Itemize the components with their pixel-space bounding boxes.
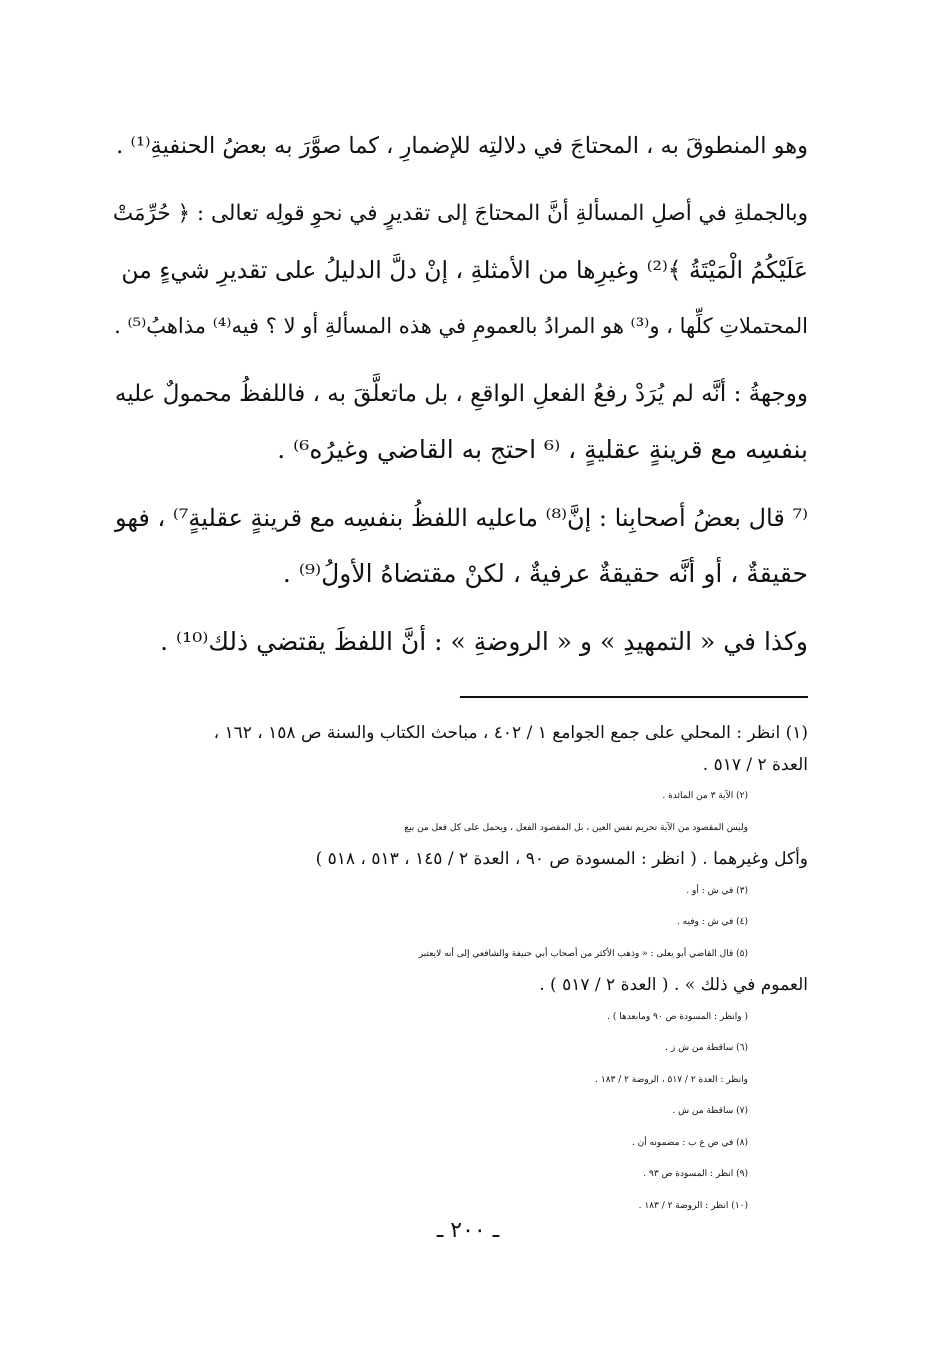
paragraph-line: بنفسِه مع قرينةٍ عقليةٍ ، ⁽⁶ احتج به القاضي وغيرُه⁶⁾ . [277,435,808,464]
footnote-line: (٤) في ش : وفيه . [676,917,748,927]
footnote-line: (٥) قال القاضي أبو يعلى : « وذهب الأكثر من أصحاب أبي حنيفة والشافعي إلى أنه لايعتبر [418,948,748,959]
footnote-line: العموم في ذلك » . ( العدة ٢ / ٥١٧ ) . [539,975,808,995]
paragraph-5 [108,614,808,670]
page-number: ـ ٢٠٠ ـ [436,1218,500,1243]
footnote-line: وانظر : العدة ٢ / ٥١٧ ، الروضة ٢ / ١٨٣ . [595,1074,748,1085]
paragraph-line: وكذا في « التمهيدِ » و « الروضةِ » : أنَّ اللفظَ يقتضي ذلك⁽¹⁰⁾ . [160,627,808,656]
footnote-line: (١٠) انظر : الروضة ٢ / ١٨٣ . [638,1200,748,1211]
footnote-line: (١) انظر : المحلي على جمع الجوامع ١ / ٤٠٢ ، مباحث الكتاب والسنة ص ١٥٨ ، ١٦٢ ، [213,723,808,743]
paragraph-line: المحتملاتِ كلِّها ، و⁽³⁾ هو المرادُ بالعمومِ في هذه المسألةِ أو لا ؟ فيه⁽⁴⁾ مذاهبُ⁽⁵⁾ . [114,314,808,338]
paragraph-line: حقيقةٌ ، أو أنَّه حقيقةٌ عرفيةٌ ، لكنْ مقتضاهُ الأولُ⁽⁹⁾ . [282,559,808,588]
main-text [108,118,808,670]
footnote-line: (٦) ساقطة من ش ز . [665,1043,748,1053]
footnote-line: (٣) في ش : أو . [686,885,748,896]
footnote-line: العدة ٢ / ٥١٧ . [702,754,808,775]
paragraph-1 [108,118,808,174]
footnote-line: (٨) في ض ع ب : مضمونه أن . [631,1137,748,1148]
paragraph-2 [108,186,808,354]
footnotes [108,718,808,1222]
footnote-line: (٧) ساقطة من ش . [672,1106,748,1116]
paragraph-line: ووجهةُ : أنَّه لم يُرَدْ رفعُ الفعلِ الواقعِ ، بل ماتعلَّقَ به ، فاللفظُ محمولٌ عليه [114,381,808,407]
paragraph-3 [108,366,808,478]
paragraph-4 [108,490,808,602]
footnote-line: ( وانظر : المسودة ص ٩٠ ومابعدها ) . [607,1011,748,1022]
footnote-line: (٢) الآية ٣ من المائدة . [662,791,748,801]
paragraph-line: ⁽⁷ قال بعضُ أصحابِنا : إنَّ⁽⁸⁾ ماعليه اللفظُ بنفسِه مع قرينةٍ عقليةٍ⁷⁾ ، فهو [114,504,808,532]
footnote-line: وليس المقصود من الآية تحريم نفس العين ، بل المقصود الفعل ، ويحمل على كل فعل من بيع [404,822,748,833]
paragraph-line: عَلَيْكُمُ الْمَيْتَةُ ﴾⁽²⁾ وغيرِها من الأمثلةِ ، إنْ دلَّ الدليلُ على تقديرِ شيءٍ من [121,256,808,284]
page-body [108,118,808,1222]
paragraph-line: وهو المنطوقَ به ، المحتاجَ في دلالتِه للإضمارِ ، كما صوَّرَ به بعضُ الحنفيةِ⁽¹⁾ . [116,133,808,159]
footnote-line: وأكل وغيرهما . ( انظر : المسودة ص ٩٠ ، العدة ٢ / ١٤٥ ، ٥١٣ ، ٥١٨ ) [315,849,808,869]
paragraph-line: وبالجملةِ في أصلِ المسألةِ أنَّ المحتاجَ إلى تقديرٍ في نحوِ قولِه تعالى : ﴿ حُرِّمَتْ [112,201,808,226]
footnote-divider [460,696,808,698]
footnote-line: (٩) انظر : المسودة ص ٩٣ . [643,1169,748,1179]
